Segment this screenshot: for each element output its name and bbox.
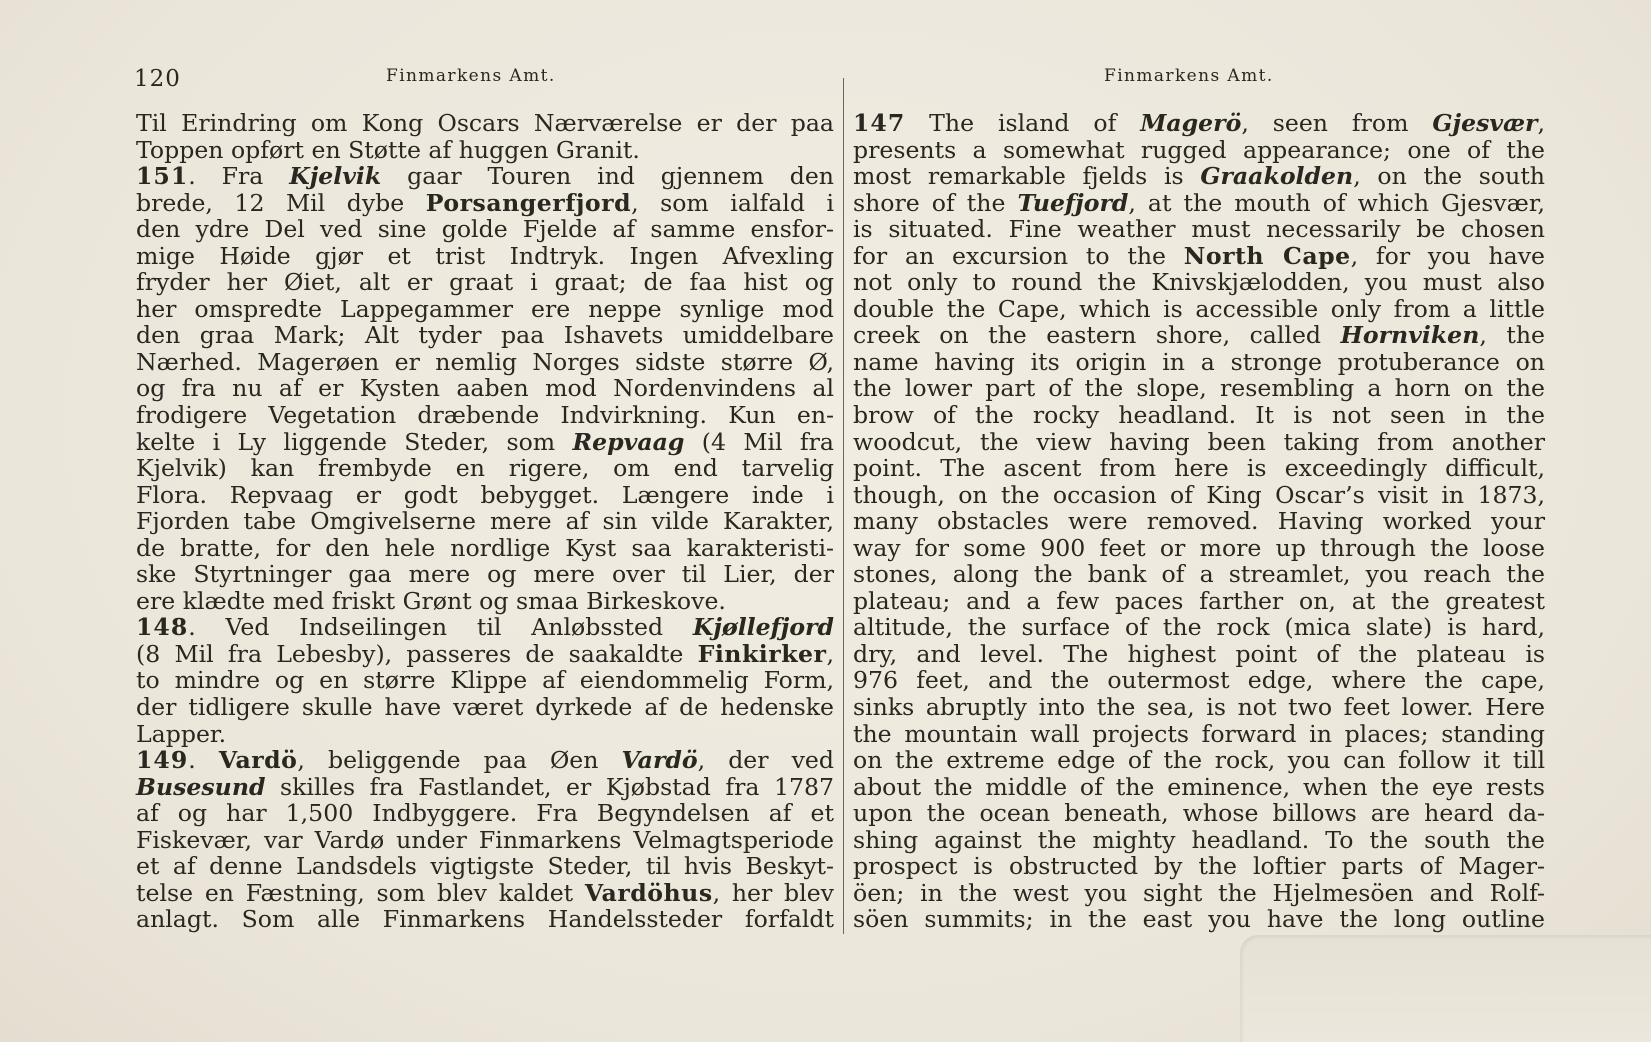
bold-place-name: Vardö — [218, 746, 298, 775]
right-column-line — [853, 269, 1545, 296]
text-run: , der ved — [697, 746, 835, 775]
right-column-line — [853, 429, 1545, 456]
left-column-line — [136, 561, 834, 588]
text-run: af og har 1,500 Indbyggere. Fra Begyndelsen af et — [136, 799, 834, 828]
text-run: (4 Mil fra — [684, 427, 834, 456]
text-run: mige Høide gjør et trist Indtryk. Ingen Afvexling — [136, 241, 834, 270]
text-run: , on the south — [1353, 162, 1545, 191]
text-run: et af denne Landsdels vigtigste Steder, til hvis Beskyt- — [136, 852, 834, 881]
text-run: many obstacles were removed. Having worked your — [853, 507, 1545, 536]
italic-place-name: Vardö — [621, 746, 698, 775]
text-run: brow of the rocky headland. It is not seen in the — [853, 401, 1545, 430]
text-run: , for you have — [1350, 241, 1546, 270]
right-column-line — [853, 216, 1545, 243]
text-run: sinks abruptly into the sea, is not two feet lower. Here — [853, 693, 1545, 722]
text-run: skilles fra Fastlandet, er Kjøbstad fra 1787 — [265, 772, 834, 801]
right-column-line — [853, 349, 1545, 376]
text-run: Til Erindring om Kong Oscars Nærværelse er der paa — [136, 109, 834, 137]
left-column-line — [136, 269, 834, 296]
left-column-line — [136, 296, 834, 323]
text-run: point. The ascent from here is exceedingly difficult, — [853, 454, 1545, 483]
left-column-line — [136, 455, 834, 482]
right-column-line — [853, 614, 1545, 641]
right-column-line — [853, 137, 1545, 164]
text-run: Kjelvik) kan frembyde en rigere, om end tarvelig — [136, 454, 834, 483]
text-run: on the extreme edge of the rock, you can follow it till — [853, 746, 1545, 775]
bold-place-name: North Cape — [1183, 241, 1351, 270]
right-column-line — [853, 853, 1545, 880]
left-column-line — [136, 137, 834, 164]
left-column-line — [136, 429, 834, 456]
left-column-line — [136, 535, 834, 562]
column-divider — [843, 78, 844, 934]
text-run: gaar Touren ind gjennem den — [381, 162, 834, 191]
left-column-line — [136, 721, 834, 748]
text-run: Lapper. — [136, 719, 227, 748]
text-run: to mindre og en større Klippe af eiendommelig Form, — [136, 666, 834, 695]
left-column-line — [136, 641, 834, 668]
text-run: den graa Mark; Alt tyder paa Ishavets umiddelbare — [136, 321, 834, 350]
text-run: , at the mouth of which Gjesvær, — [1128, 188, 1545, 217]
right-column-line — [853, 774, 1545, 801]
text-run: creek on the eastern shore, called — [853, 321, 1341, 350]
right-column-line — [853, 322, 1545, 349]
text-run: Fjorden tabe Omgivelserne mere af sin vilde Karakter, — [136, 507, 834, 536]
text-run: (8 Mil fra Lebesby), passeres de saakaldte — [136, 639, 698, 668]
text-run: woodcut, the view having been taking from another — [853, 427, 1545, 456]
text-run: , her blev — [712, 878, 834, 907]
text-run: og fra nu af er Kysten aaben mod Nordenvindens al — [136, 374, 834, 403]
text-run: den ydre Del ved sine golde Fjelde af samme ensfor- — [136, 215, 834, 244]
text-run: Nærhed. Magerøen er nemlig Norges sidste større Ø, — [136, 347, 834, 376]
left-column-line — [136, 349, 834, 376]
bold-place-name: Porsangerfjord — [425, 188, 632, 217]
right-column-line — [853, 455, 1545, 482]
left-column-line — [136, 906, 834, 933]
right-column-line — [853, 163, 1545, 190]
text-run: the lower part of the slope, resembling a horn on the — [853, 374, 1545, 403]
text-run: anlagt. Som alle Finmarkens Handelssteder forfaldt — [136, 905, 834, 934]
text-run: for an excursion to the — [853, 241, 1184, 270]
right-column-line — [853, 800, 1545, 827]
text-run: plateau; and a few paces farther on, at the greatest — [853, 586, 1545, 615]
text-run: The island of — [905, 109, 1141, 137]
left-column-line — [136, 216, 834, 243]
text-run: , — [1537, 109, 1545, 137]
text-run: Flora. Repvaag er godt bebygget. Længere inde i — [136, 480, 834, 509]
italic-place-name: Graakolden — [1200, 162, 1354, 191]
text-run: upon the ocean beneath, whose billows are heard da- — [853, 799, 1545, 828]
text-run: though, on the occasion of King Oscar’s visit in 1873, — [853, 480, 1545, 509]
right-column-line — [853, 508, 1545, 535]
left-column-line — [136, 110, 834, 137]
page-corner-fold — [1240, 935, 1651, 1042]
left-column-line — [136, 747, 834, 774]
left-column-line — [136, 880, 834, 907]
left-column-line — [136, 482, 834, 509]
right-column-line — [853, 296, 1545, 323]
left-column-line — [136, 243, 834, 270]
text-run: name having its origin in a stronge protuberance on — [853, 347, 1545, 376]
right-column-line — [853, 535, 1545, 562]
text-run: kelte i Ly liggende Steder, som — [136, 427, 573, 456]
italic-place-name: Magerö — [1140, 109, 1242, 137]
text-run: prospect is obstructed by the loftier parts of Mager- — [853, 852, 1545, 881]
bold-place-name: Finkirker — [697, 639, 827, 668]
left-column-line — [136, 322, 834, 349]
left-column-line — [136, 163, 834, 190]
text-run: , — [826, 639, 834, 668]
section-number: 147 — [853, 109, 906, 137]
text-run: stones, along the bank of a streamlet, you reach the — [853, 560, 1545, 589]
text-run: Fiskevær, var Vardø under Finmarkens Velmagtsperiode — [136, 825, 834, 854]
left-column-line — [136, 402, 834, 429]
text-run: telse en Fæstning, som blev kaldet — [136, 878, 585, 907]
text-run: . — [188, 746, 219, 775]
text-run: altitude, the surface of the rock (mica slate) is hard, — [853, 613, 1545, 642]
right-column-line — [853, 721, 1545, 748]
text-run: shing against the mighty headland. To the south the — [853, 825, 1545, 854]
text-run: dry, and level. The highest point of the plateau is — [853, 639, 1545, 668]
text-run: , beliggende paa Øen — [297, 746, 622, 775]
left-column-line — [136, 774, 834, 801]
right-column-line — [853, 667, 1545, 694]
right-column-line — [853, 561, 1545, 588]
left-column-line — [136, 827, 834, 854]
text-run: most remarkable fjelds is — [853, 162, 1201, 191]
text-run: not only to round the Knivskjælodden, you must also — [853, 268, 1545, 297]
right-column-line — [853, 243, 1545, 270]
text-run: . Fra — [188, 162, 290, 191]
section-number: 151 — [136, 162, 189, 191]
right-column-line — [853, 588, 1545, 615]
text-run: is situated. Fine weather must necessarily be chosen — [853, 215, 1545, 244]
right-column-line — [853, 694, 1545, 721]
text-run: ske Styrtninger gaa mere og mere over til Lier, der — [136, 560, 834, 589]
italic-place-name: Hornviken — [1340, 321, 1480, 350]
section-number: 149 — [136, 746, 189, 775]
bold-place-name: Vardöhus — [584, 878, 713, 907]
right-column-line — [853, 190, 1545, 217]
right-running-title: Finmarkens Amt. — [1104, 66, 1274, 86]
right-column-line — [853, 375, 1545, 402]
right-column-line — [853, 906, 1545, 933]
left-running-title: Finmarkens Amt. — [386, 66, 556, 86]
text-run: double the Cape, which is accessible only from a little — [853, 294, 1545, 323]
right-column-line — [853, 747, 1545, 774]
text-run: de bratte, for den hele nordlige Kyst saa karakteristi- — [136, 533, 834, 562]
page-number: 120 — [134, 66, 181, 92]
italic-place-name: Gjesvær — [1432, 109, 1538, 137]
left-column-line — [136, 375, 834, 402]
right-column-line — [853, 641, 1545, 668]
norwegian-text-column — [136, 110, 834, 933]
section-number: 148 — [136, 613, 189, 642]
text-run: , seen from — [1241, 109, 1433, 137]
left-column-line — [136, 614, 834, 641]
text-run: her omspredte Lappegammer ere neppe synlige mod — [136, 294, 834, 323]
text-run: , the — [1479, 321, 1546, 350]
text-run: presents a somewhat rugged appearance; one of the — [853, 135, 1545, 164]
left-column-line — [136, 588, 834, 615]
text-run: about the middle of the eminence, when the eye rests — [853, 772, 1545, 801]
text-run: , som ialfald i — [631, 188, 834, 217]
text-run: 976 feet, and the outermost edge, where the cape, — [853, 666, 1545, 695]
left-column-line — [136, 800, 834, 827]
italic-place-name: Repvaag — [572, 427, 685, 456]
left-column-line — [136, 853, 834, 880]
text-run: frodigere Vegetation dræbende Indvirkning. Kun en- — [136, 401, 834, 430]
italic-place-name: Tuefjord — [1017, 188, 1129, 217]
text-run: way for some 900 feet or more up through the loose — [853, 533, 1545, 562]
english-text-column — [853, 110, 1545, 933]
right-column-line — [853, 482, 1545, 509]
text-run: . Ved Indseilingen til Anløbssted — [188, 613, 693, 642]
text-run: shore of the — [853, 188, 1018, 217]
right-column-line — [853, 402, 1545, 429]
text-run: brede, 12 Mil dybe — [136, 188, 426, 217]
left-column-line — [136, 190, 834, 217]
right-column-line — [853, 827, 1545, 854]
text-run: ere klædte med friskt Grønt og smaa Birkeskove. — [136, 586, 726, 615]
text-run: öen; in the west you sight the Hjelmesöen and Rolf- — [853, 878, 1545, 907]
italic-place-name: Busesund — [136, 772, 266, 801]
left-column-line — [136, 694, 834, 721]
text-run: Toppen opført en Støtte af huggen Granit. — [136, 135, 640, 164]
text-run: der tidligere skulle have været dyrkede af de hedenske — [136, 693, 834, 722]
text-run: the mountain wall projects forward in places; standing — [853, 719, 1545, 748]
italic-place-name: Kjøllefjord — [692, 613, 834, 642]
right-column-line — [853, 880, 1545, 907]
left-column-line — [136, 508, 834, 535]
right-column-line — [853, 110, 1545, 137]
left-column-line — [136, 667, 834, 694]
text-run: fryder her Øiet, alt er graat i graat; de faa hist og — [136, 268, 834, 297]
italic-place-name: Kjelvik — [289, 162, 382, 191]
text-run: söen summits; in the east you have the long outline — [853, 905, 1545, 934]
